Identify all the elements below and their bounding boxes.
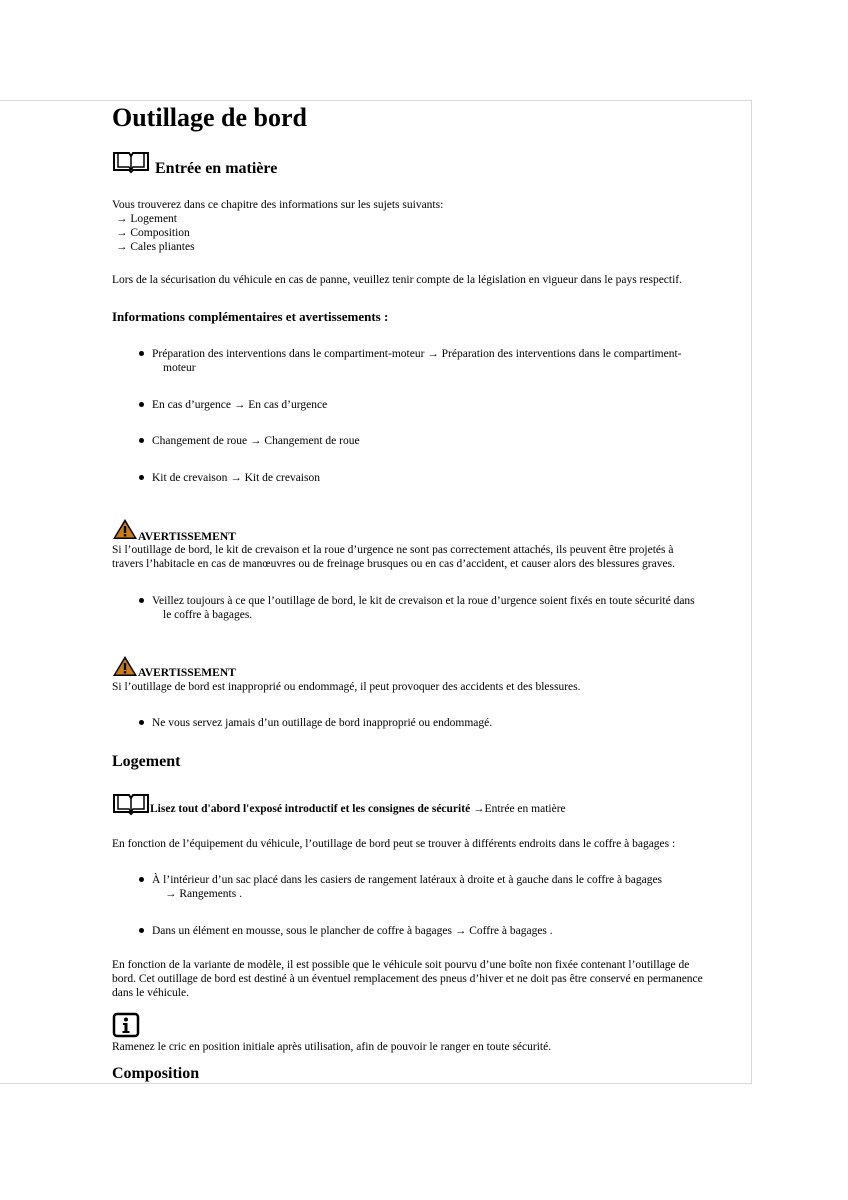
list-item[interactable]: Dans un élément en mousse, sous le plancher de coffre à bagages → Coffre à bagages . xyxy=(152,925,553,937)
info-icon xyxy=(112,1012,140,1038)
warning-title: AVERTISSEMENT xyxy=(138,531,236,543)
topic-link[interactable]: → Logement xyxy=(116,213,177,225)
bullet-dot xyxy=(139,877,144,882)
bullet-dot xyxy=(139,475,144,480)
topic-link[interactable]: → Composition xyxy=(116,227,190,239)
safety-reference-link[interactable]: →Entrée en matière xyxy=(470,803,566,815)
logement-paragraph: En fonction de l’équipement du véhicule, l’outillage de bord peut se trouver à différents endroits dans le coffre à bagages : xyxy=(112,838,676,850)
bullet-dot xyxy=(139,598,144,603)
info-heading: Informations complémentaires et avertissements : xyxy=(112,309,389,324)
list-item[interactable]: En cas d’urgence → En cas d’urgence xyxy=(152,399,328,411)
section-heading-logement: Logement xyxy=(112,753,181,770)
safety-reference xyxy=(150,802,566,816)
warning-bullet: Veillez toujours à ce que l’outillage de bord, le kit de crevaison et la roue d’urgence soient fixés en toute sécurité dans xyxy=(152,595,695,607)
bullet-dot xyxy=(139,928,144,933)
book-icon xyxy=(112,792,150,816)
logement-paragraph: En fonction de la variante de modèle, il est possible que le véhicule soit pourvu d’une boîte non fixée contenant l’outillage de xyxy=(112,959,690,971)
bullet-dot xyxy=(139,720,144,725)
section-heading-composition: Composition xyxy=(112,1065,200,1082)
bullet-dot xyxy=(139,351,144,356)
note-text: Ramenez le cric en position initiale après utilisation, afin de pouvoir le ranger en toute sécurité. xyxy=(112,1041,552,1053)
list-item[interactable]: Kit de crevaison → Kit de crevaison xyxy=(152,472,320,484)
bullet-dot xyxy=(139,402,144,407)
warning-title: AVERTISSEMENT xyxy=(138,667,236,679)
logement-paragraph: bord. Cet outillage de bord est destiné à un éventuel remplacement des pneus d’hiver et ne doit pas être conservé en permanence xyxy=(112,973,703,985)
warning-bullet-continuation: le coffre à bagages. xyxy=(163,609,253,621)
safety-reference-text: Lisez tout d'abord l'exposé introductif et les consignes de sécurité xyxy=(150,803,471,815)
warning-text: Si l’outillage de bord est inapproprié ou endommagé, il peut provoquer des accidents et des blessures. xyxy=(112,681,581,693)
warning-bullet: Ne vous servez jamais d’un outillage de bord inapproprié ou endommagé. xyxy=(152,717,493,729)
page-title: Outillage de bord xyxy=(112,103,308,132)
warning-icon xyxy=(112,655,138,677)
warning-text: Si l’outillage de bord, le kit de crevaison et la roue d’urgence ne sont pas correctement attachés, ils peuvent être projetés à xyxy=(112,544,674,556)
intro-heading: Entrée en matière xyxy=(155,160,278,177)
list-item[interactable]: Préparation des interventions dans le compartiment-moteur → Préparation des interventions dans le compartiment- xyxy=(152,348,682,360)
logement-paragraph: dans le véhicule. xyxy=(112,987,189,999)
bullet-dot xyxy=(139,438,144,443)
book-icon xyxy=(112,150,150,174)
list-item[interactable]: Changement de roue → Changement de roue xyxy=(152,435,360,447)
warning-icon xyxy=(112,518,138,540)
warning-text: travers l’habitacle en cas de manœuvres ou de freinage brusques ou en cas d’accident, et causer alors des blessures graves. xyxy=(112,558,675,570)
list-item-continuation[interactable]: moteur xyxy=(163,362,196,374)
topic-link[interactable]: → Cales pliantes xyxy=(116,241,195,253)
intro-lead: Vous trouverez dans ce chapitre des informations sur les sujets suivants: xyxy=(112,199,444,211)
list-item[interactable]: À l’intérieur d’un sac placé dans les casiers de rangement latéraux à droite et à gauche dans le coffre à bagages xyxy=(152,874,663,886)
list-item-continuation[interactable]: → Rangements . xyxy=(165,888,242,900)
legislation-text: Lors de la sécurisation du véhicule en cas de panne, veuillez tenir compte de la législation en vigueur dans le pays respectif. xyxy=(112,274,683,286)
